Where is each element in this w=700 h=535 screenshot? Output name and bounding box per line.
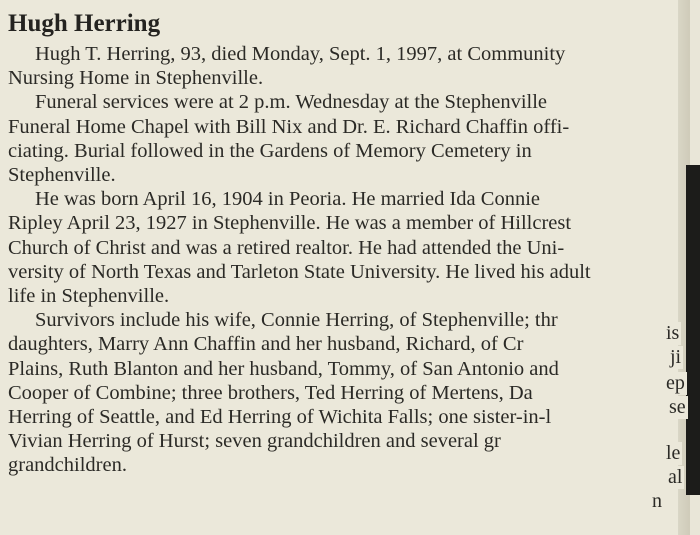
text-line: Herring of Seattle, and Ed Herring of Wichita Falls; one sister-in-l [8,406,552,429]
text-line: He was born April 16, 1904 in Peoria. He married Ida Connie [35,188,540,211]
text-line: Plains, Ruth Blanton and her husband, Tommy, of San Antonio and [8,357,559,380]
overlap-fragment: se [669,396,686,418]
text-line: life in Stephenville. [8,285,170,308]
overlap-fragment: ji [670,346,682,368]
text-line: daughters, Marry Ann Chaffin and her husband, Richard, of Cr [8,333,524,356]
text-line: Survivors include his wife, Connie Herring, of Stephenville; thr [35,309,558,332]
text-line: Ripley April 23, 1927 in Stephenville. He was a member of Hillcrest [8,212,572,235]
text-line: grandchildren. [8,454,127,477]
headline: Hugh Herring [8,10,161,37]
overlap-fragment: le [666,442,681,464]
scan-shadow [686,165,700,495]
text-line: Cooper of Combine; three brothers, Ted Herring of Mertens, Da [8,381,533,404]
overlap-fragment: n [652,490,662,512]
overlap-fragment: al [668,466,683,488]
overlap-fragment: ep [666,372,685,394]
paragraph-biography [8,187,690,308]
text-line: Hugh T. Herring, 93, died Monday, Sept. 1, 1997, at Community [35,43,566,65]
text-line: Church of Christ and was a retired realtor. He had attended the Uni- [8,236,565,259]
text-line: versity of North Texas and Tarleton State University. He lived his adult [8,260,591,283]
overlap-fragment: is [666,322,680,344]
paragraph-funeral [8,90,690,187]
text-line: Funeral services were at 2 p.m. Wednesday at the Stephenville [35,91,548,114]
obituary-article [8,8,690,478]
text-line: Funeral Home Chapel with Bill Nix and Dr. E. Richard Chaffin offi- [8,115,570,138]
paragraph-survivors [8,308,690,477]
text-line: Vivian Herring of Hurst; seven grandchildren and several gr [8,430,501,453]
text-line: Stephenville. [8,164,116,187]
text-line: Nursing Home in Stephenville. [8,67,264,90]
paragraph-death [8,42,690,90]
text-line: ciating. Burial followed in the Gardens of Memory Cemetery in [8,139,532,162]
